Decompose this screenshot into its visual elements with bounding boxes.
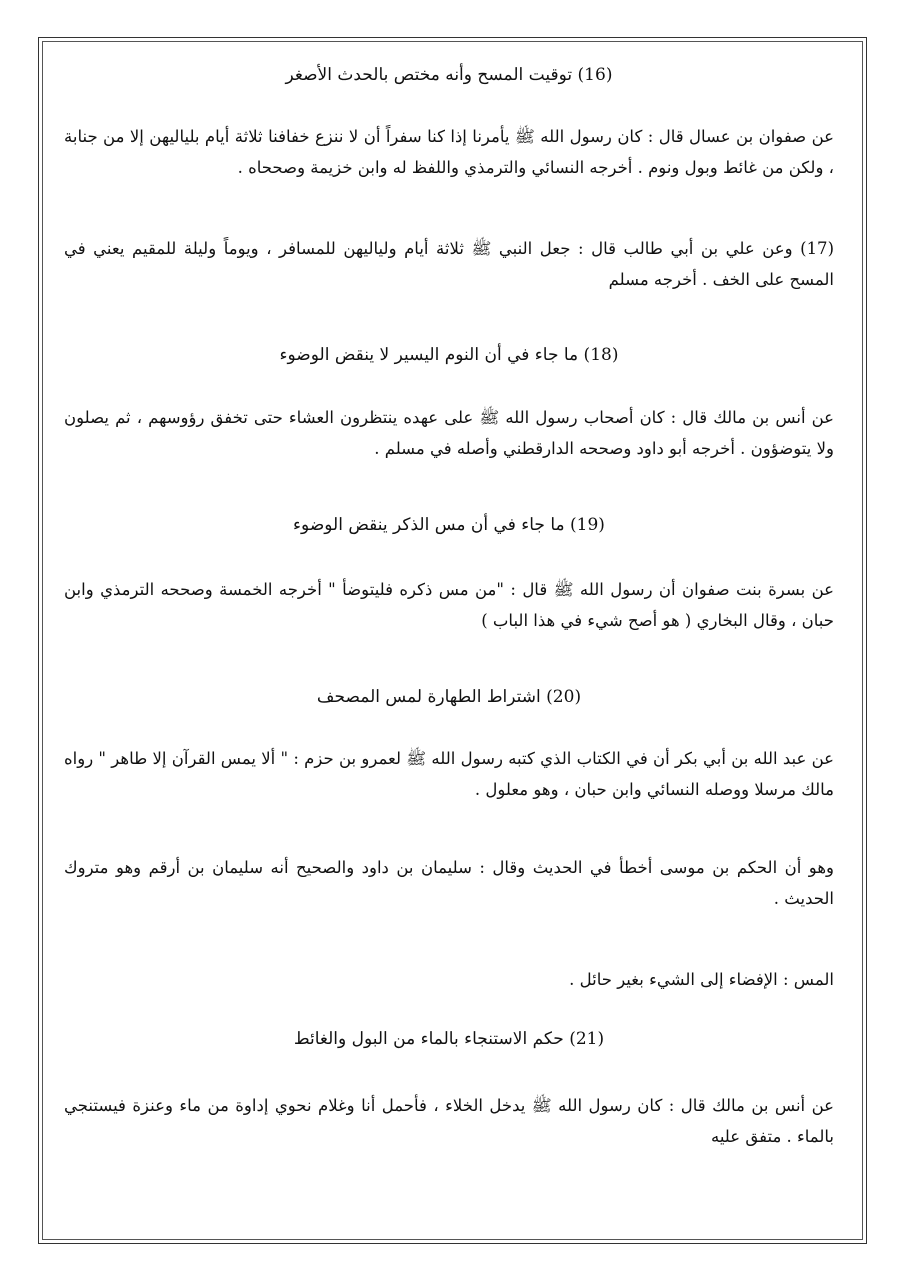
- section-heading-16: (16) توقيت المسح وأنه مختص بالحدث الأصغر: [285, 65, 613, 85]
- section-heading-21: (21) حكم الاستنجاء بالماء من البول والغائط: [293, 1029, 605, 1049]
- hadith-paragraph: عن أنس بن مالك قال : كان أصحاب رسول الله ﷺ على عهده ينتظرون العشاء حتى تخفق رؤوسهم ، ثم يصلون ولا يتوضؤون . أخرجه أبو داود وصححه الدارقطني وأصله في مسلم .: [64, 408, 834, 458]
- section-heading-20: (20) اشتراط الطهارة لمس المصحف: [316, 687, 582, 707]
- definition-line: المس : الإفضاء إلى الشيء بغير حائل .: [569, 970, 834, 989]
- section-heading-19: (19) ما جاء في أن مس الذكر ينقض الوضوء: [293, 515, 605, 535]
- section-heading-18: (18) ما جاء في أن النوم اليسير لا ينقض الوضوء: [279, 345, 619, 365]
- document-body: [64, 0, 834, 1280]
- hadith-paragraph: عن بسرة بنت صفوان أن رسول الله ﷺ قال : "من مس ذكره فليتوضأ " أخرجه الخمسة وصححه الترمذي وابن حبان ، وقال البخاري ( هو أصح شيء في هذا الباب ): [64, 580, 834, 630]
- hadith-paragraph: عن أنس بن مالك قال : كان رسول الله ﷺ يدخل الخلاء ، فأحمل أنا وغلام نحوي إداوة من ماء وعنزة فيستنجي بالماء . متفق عليه: [64, 1096, 834, 1146]
- hadith-paragraph-17: (17) وعن علي بن أبي طالب قال : جعل النبي ﷺ ثلاثة أيام ولياليهن للمسافر ، ويوماً وليلة للمقيم يعني في المسح على الخف . أخرجه مسلم: [64, 239, 834, 289]
- hadith-paragraph: عن عبد الله بن أبي بكر أن في الكتاب الذي كتبه رسول الله ﷺ لعمرو بن حزم : " ألا يمس القرآن إلا طاهر " رواه مالك مرسلا ووصله النسائي وابن حبان ، وهو معلول .: [64, 749, 834, 799]
- commentary-paragraph: وهو أن الحكم بن موسى أخطأ في الحديث وقال : سليمان بن داود والصحيح أنه سليمان بن أرقم وهو متروك الحديث .: [64, 858, 834, 908]
- hadith-paragraph: عن صفوان بن عسال قال : كان رسول الله ﷺ يأمرنا إذا كنا سفراً أن لا ننزع خفافنا ثلاثة أيام بلياليهن إلا من جنابة ، ولكن من غائط وبول ونوم . أخرجه النسائي والترمذي واللفظ له وابن خزيمة وصححاه .: [64, 127, 834, 177]
